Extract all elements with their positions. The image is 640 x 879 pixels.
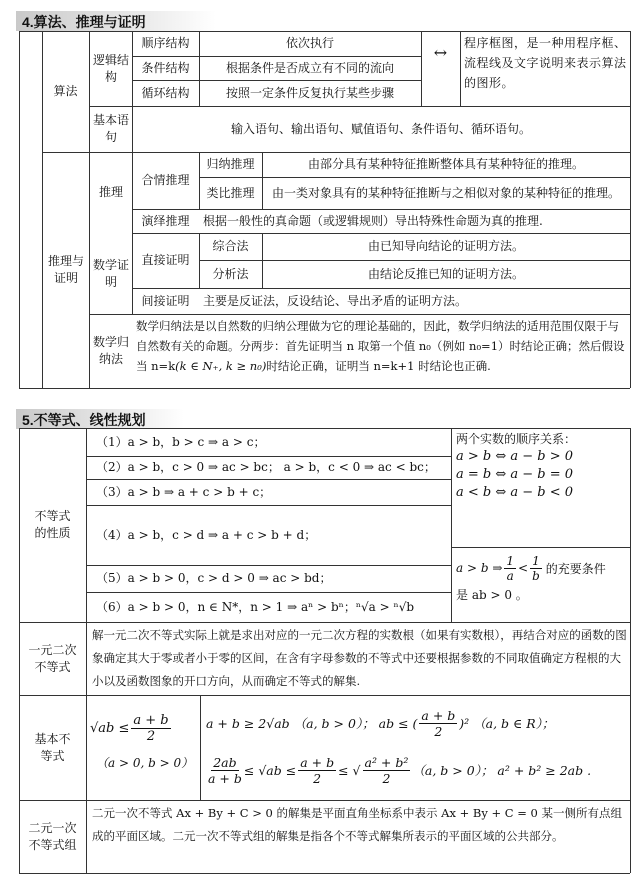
sequential-structure-desc: 依次执行 bbox=[285, 36, 334, 50]
flowchart-definition: 程序框图，是一种用程序框、流程线及文字说明来表示算法的图形。 bbox=[464, 36, 627, 90]
section5-title: 5.不等式、线性规划 bbox=[16, 409, 184, 429]
basic-inequality-condition: （a > 0, b > 0） bbox=[96, 756, 194, 770]
reasoning-proof-label: 推理与证明 bbox=[47, 254, 84, 285]
analytic-method-name: 分析法 bbox=[212, 266, 249, 281]
algorithm-label: 算法 bbox=[53, 84, 78, 98]
order-relation-gt: a > b ⇔ a − b > 0 bbox=[456, 449, 574, 464]
logic-structure-label: 逻辑结构 bbox=[93, 52, 130, 84]
property-5: （5）a > b > 0，c > d > 0 ⇒ ac > bd； bbox=[96, 571, 332, 585]
reciprocal-condition: a > b ⇒ $\frac{1}{a}$ < $\frac{1}{b}$ 的充要条件 bbox=[456, 553, 606, 583]
linear-inequality-system-label: 二元一次不等式组 bbox=[28, 820, 77, 852]
math-proof-label: 数学证明 bbox=[93, 257, 130, 289]
basic-inequality-label: 基本不等式 bbox=[34, 731, 71, 763]
math-induction-desc: 数学归纳法是以自然数的归纳公理做为它的理论基础的，因此，数学归纳法的适用范围仅限于与自然数有关的命题。分两步：首先证明当 n 取第一个值 n₀（例如 n₀=1）时结论正确；然后假设当 n=k(k ∈ N₊, k ≥ n₀)时结论正确，证明当 n=k+1 时结论也正确. bbox=[136, 319, 625, 373]
quadratic-inequality-label: 一元二次不等式 bbox=[28, 642, 77, 674]
basic-inequality-main: √ab ≤ $\frac{a + b}{2}$ bbox=[90, 712, 169, 744]
property-3: （3）a > b ⇒ a + c > b + c； bbox=[96, 484, 272, 499]
inductive-reasoning-desc: 由部分具有某种特征推断整体具有某种特征的推理。 bbox=[307, 157, 584, 171]
indirect-proof-desc: 主要是反证法，反设结论、导出矛盾的证明方法。 bbox=[203, 293, 468, 308]
plausible-reasoning-label: 合情推理 bbox=[141, 173, 190, 187]
equivalence-arrow-icon: ↔ bbox=[433, 42, 448, 62]
reasoning-label: 推理 bbox=[98, 185, 123, 199]
order-relation-title: 两个实数的顺序关系： bbox=[456, 432, 577, 446]
conditional-structure-desc: 根据条件是否成立有不同的流向 bbox=[225, 60, 394, 75]
quadratic-inequality-desc: 解一元二次不等式实际上就是求出对应的一元二次方程的实数根（如果有实数根），再结合对应的函数的图象确定其大于零或者小于零的区间，在含有字母参数的不等式中还要根据参数的不同取值确定方程根的大小以及函数图象的开口方向，从而确定不等式的解集. bbox=[92, 628, 627, 688]
deductive-reasoning-desc: 根据一般性的真命题（或逻辑规则）导出特殊性命题为真的推理. bbox=[203, 213, 543, 228]
deductive-reasoning-name: 演绎推理 bbox=[141, 213, 190, 228]
basic-inequality-form-1: a + b ≥ 2√ab （a, b > 0）； ab ≤ ( $\frac{a + b}{2}$ )² （a, b ∈ R）； bbox=[206, 707, 555, 739]
property-6: （6）a > b > 0，n ∈ N*，n > 1 ⇒ aⁿ > bⁿ；ⁿ√a > ⁿ√b bbox=[96, 599, 415, 614]
analogical-reasoning-desc: 由一类对象具有的某种特征推断与之相似对象的某种特征的推理。 bbox=[271, 185, 620, 200]
property-1: （1）a > b，b > c ⇒ a > c； bbox=[96, 434, 266, 449]
synthetic-method-name: 综合法 bbox=[212, 239, 249, 253]
reciprocal-condition-tail: 是 ab > 0 。 bbox=[456, 588, 528, 602]
basic-statements-label: 基本语句 bbox=[93, 113, 130, 144]
indirect-proof-name: 间接证明 bbox=[141, 293, 190, 308]
direct-proof-label: 直接证明 bbox=[141, 253, 190, 267]
linear-inequality-system-desc: 二元一次不等式 Ax + By + C > 0 的解集是平面直角坐标系中表示 Ax + By + C = 0 某一侧所有点组成的平面区域。二元一次不等式组的解集是指各个不等式解集所表示的平面区域的公共部分。 bbox=[92, 806, 623, 843]
basic-statements-desc: 输入语句、输出语句、赋值语句、条件语句、循环语句。 bbox=[230, 121, 531, 136]
section4-title: 4.算法、推理与证明 bbox=[16, 11, 216, 31]
inductive-reasoning-name: 归纳推理 bbox=[206, 157, 255, 171]
order-relation-eq: a = b ⇔ a − b = 0 bbox=[456, 467, 574, 482]
basic-inequality-form-2: $\frac{2ab}{a + b}$ ≤ √ab ≤ $\frac{a + b}{2}$ ≤ √ $\frac{\text{a² + b²}}{2}$ （a, b > 0）； a² + b² ≥ 2ab . bbox=[208, 754, 592, 786]
inequality-properties-label: 不等式的性质 bbox=[34, 509, 71, 540]
sequential-structure-name: 顺序结构 bbox=[141, 36, 190, 50]
order-relation-lt: a < b ⇔ a − b < 0 bbox=[456, 485, 574, 500]
synthetic-method-desc: 由已知导向结论的证明方法。 bbox=[367, 239, 524, 253]
property-4: （4）a > b，c > d ⇒ a + c > b + d； bbox=[96, 527, 317, 542]
loop-structure-name: 循环结构 bbox=[141, 85, 190, 100]
property-2: （2）a > b，c > 0 ⇒ ac > bc； a > b，c < 0 ⇒ ac < bc； bbox=[96, 460, 436, 474]
conditional-structure-name: 条件结构 bbox=[141, 60, 190, 75]
analogical-reasoning-name: 类比推理 bbox=[206, 185, 255, 200]
loop-structure-desc: 按照一定条件反复执行某些步骤 bbox=[225, 85, 394, 100]
analytic-method-desc: 由结论反推已知的证明方法。 bbox=[367, 266, 524, 281]
math-induction-label: 数学归纳法 bbox=[93, 335, 130, 366]
